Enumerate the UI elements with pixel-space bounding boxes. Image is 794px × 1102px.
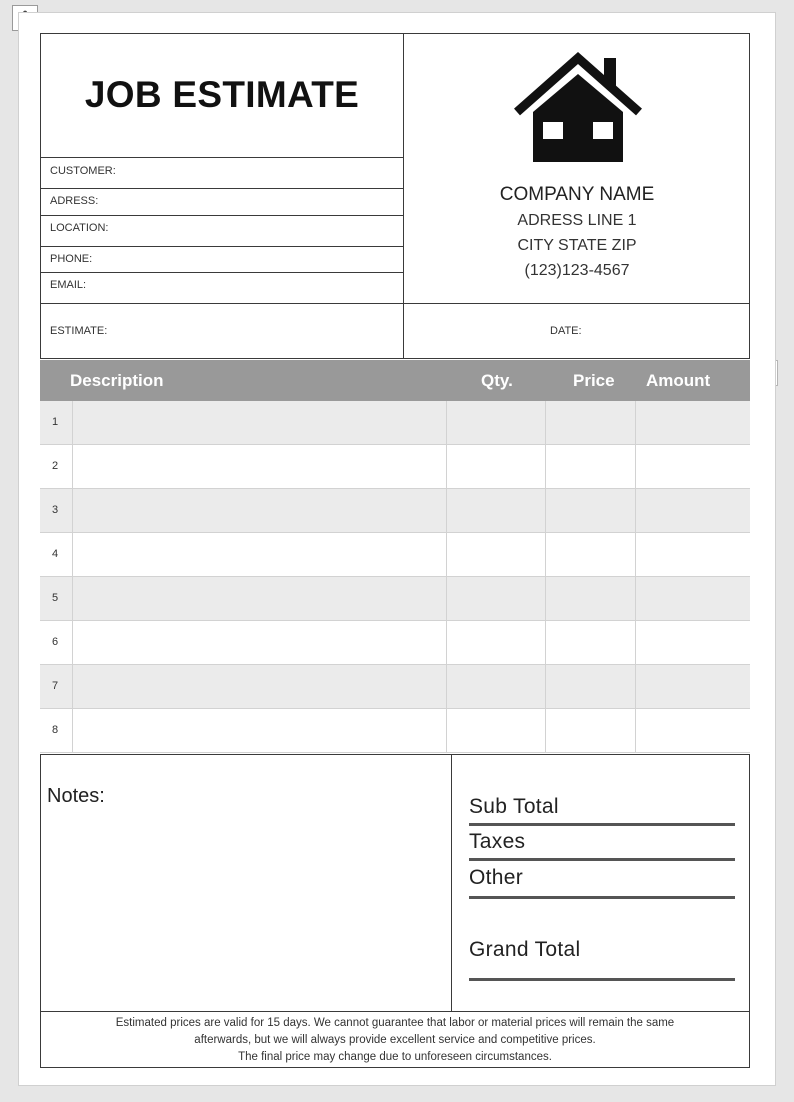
table-row <box>40 709 750 753</box>
qty-cell[interactable] <box>447 709 546 753</box>
customer-field[interactable]: CUSTOMER: <box>50 165 116 177</box>
row-number-cell <box>40 445 73 489</box>
row-number-cell <box>40 577 73 621</box>
table-row <box>40 665 750 709</box>
qty-cell[interactable] <box>447 621 546 665</box>
description-cell[interactable] <box>73 401 447 445</box>
qty-cell[interactable] <box>447 401 546 445</box>
row-number-cell <box>40 533 73 577</box>
terms-line-3: The final price may change due to unforeseen circumstances. <box>238 1051 552 1063</box>
row-number: 3 <box>52 504 59 516</box>
description-cell[interactable] <box>73 489 447 533</box>
row-number: 8 <box>52 724 59 736</box>
terms-line-2: afterwards, but we will always provide excellent service and competitive prices. <box>194 1034 596 1046</box>
qty-cell[interactable] <box>447 577 546 621</box>
description-cell[interactable] <box>73 665 447 709</box>
amount-cell[interactable] <box>636 445 750 489</box>
sub-total-line[interactable] <box>469 823 735 826</box>
location-field[interactable]: LOCATION: <box>50 222 109 234</box>
description-cell[interactable] <box>73 621 447 665</box>
table-row <box>40 489 750 533</box>
row-number-cell <box>40 401 73 445</box>
table-row <box>40 445 750 489</box>
price-cell[interactable] <box>546 489 636 533</box>
grand-total-label: Grand Total <box>469 938 581 961</box>
table-row <box>40 621 750 665</box>
sub-total-label: Sub Total <box>469 795 559 818</box>
price-cell[interactable] <box>546 577 636 621</box>
email-field[interactable]: EMAIL: <box>50 279 87 291</box>
row-number: 4 <box>52 548 59 560</box>
phone-field[interactable]: PHONE: <box>50 253 93 265</box>
amount-cell[interactable] <box>636 709 750 753</box>
price-cell[interactable] <box>546 533 636 577</box>
row-number: 5 <box>52 592 59 604</box>
table-row <box>40 401 750 445</box>
row-number-cell <box>40 665 73 709</box>
row-number: 7 <box>52 680 59 692</box>
house-icon <box>513 50 643 164</box>
other-label: Other <box>469 866 524 889</box>
amount-cell[interactable] <box>636 665 750 709</box>
estimate-header <box>40 33 750 359</box>
column-header-qty: Qty. <box>481 371 513 390</box>
taxes-line[interactable] <box>469 858 735 861</box>
row-number: 2 <box>52 460 59 472</box>
terms-footer <box>40 1011 750 1068</box>
price-cell[interactable] <box>546 621 636 665</box>
row-number-cell <box>40 489 73 533</box>
description-cell[interactable] <box>73 533 447 577</box>
terms-line-1: Estimated prices are valid for 15 days. We cannot guarantee that labor or material prices will remain the same <box>115 1017 675 1029</box>
row-number-cell <box>40 709 73 753</box>
qty-cell[interactable] <box>447 445 546 489</box>
grand-total-line[interactable] <box>469 978 735 981</box>
row-number: 6 <box>52 636 59 648</box>
description-cell[interactable] <box>73 577 447 621</box>
company-address-line: ADRESS LINE 1 <box>517 212 637 229</box>
taxes-label: Taxes <box>469 830 526 853</box>
estimate-field[interactable]: ESTIMATE: <box>50 325 108 337</box>
date-field[interactable]: DATE: <box>550 325 582 337</box>
amount-cell[interactable] <box>636 533 750 577</box>
price-cell[interactable] <box>546 445 636 489</box>
qty-cell[interactable] <box>447 489 546 533</box>
table-row <box>40 577 750 621</box>
table-header-row <box>40 360 750 401</box>
row-number-cell <box>40 621 73 665</box>
description-cell[interactable] <box>73 445 447 489</box>
column-header-description: Description <box>70 371 164 390</box>
company-phone: (123)123-4567 <box>524 262 630 279</box>
address-field[interactable]: ADRESS: <box>50 195 99 207</box>
price-cell[interactable] <box>546 709 636 753</box>
qty-cell[interactable] <box>447 533 546 577</box>
column-header-price: Price <box>573 371 615 390</box>
page-title: JOB ESTIMATE <box>84 74 360 115</box>
amount-cell[interactable] <box>636 489 750 533</box>
notes-label: Notes: <box>47 785 105 807</box>
column-header-amount: Amount <box>646 371 711 390</box>
amount-cell[interactable] <box>636 401 750 445</box>
row-number: 1 <box>52 416 59 428</box>
amount-cell[interactable] <box>636 621 750 665</box>
price-cell[interactable] <box>546 401 636 445</box>
amount-cell[interactable] <box>636 577 750 621</box>
other-line[interactable] <box>469 896 735 899</box>
summary-section <box>40 754 750 1012</box>
table-row <box>40 533 750 577</box>
description-cell[interactable] <box>73 709 447 753</box>
price-cell[interactable] <box>546 665 636 709</box>
qty-cell[interactable] <box>447 665 546 709</box>
company-city-state-zip: CITY STATE ZIP <box>517 237 637 254</box>
notes-area[interactable] <box>41 815 449 1005</box>
company-name: COMPANY NAME <box>499 184 655 205</box>
